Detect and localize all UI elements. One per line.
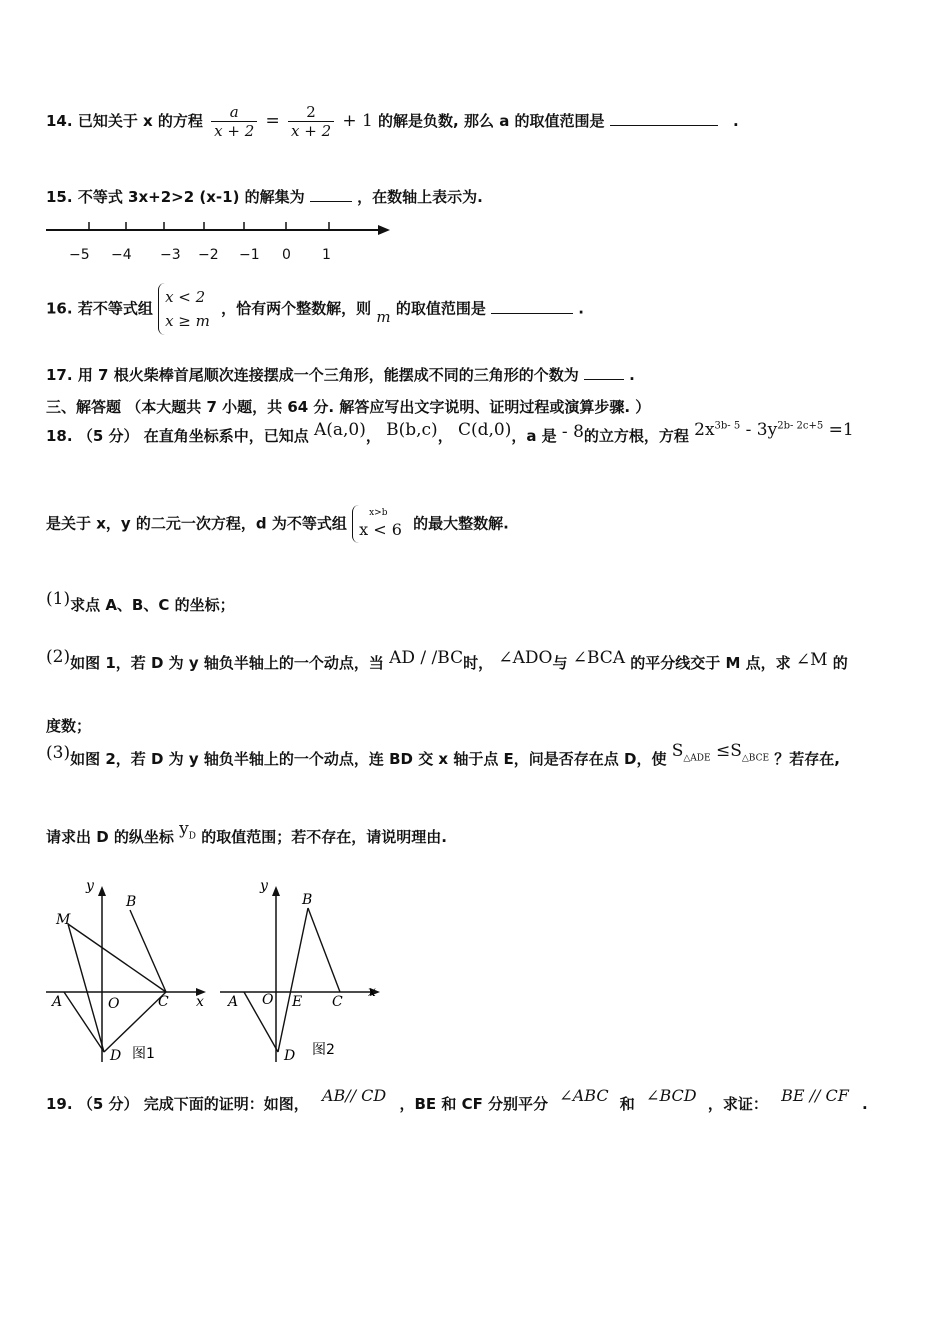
question-text: ，恰有两个整数解，则 <box>221 299 372 318</box>
label-x: x <box>196 994 204 1010</box>
angle-ado: ∠ADO <box>498 648 553 668</box>
comma: ， <box>365 427 381 445</box>
answer-blank[interactable] <box>584 365 624 380</box>
inequality-line: x>b <box>369 508 388 518</box>
area-inequality <box>671 741 770 764</box>
number-line-labels <box>0 247 950 267</box>
question-number: 17. <box>46 366 73 384</box>
question-number: 15. <box>46 188 73 206</box>
numerator: a <box>211 103 257 122</box>
label-x: x <box>368 984 376 1000</box>
part-3 <box>46 741 840 771</box>
label-d: D <box>284 1048 296 1064</box>
question-text: 是关于 x，y 的二元一次方程，d 为不等式组 <box>46 514 347 533</box>
angle-abc: ∠ABC <box>559 1086 609 1105</box>
question-text: 完成下面的证明：如图， <box>143 1095 309 1113</box>
question-text: 已知关于 x 的方程 <box>77 112 203 130</box>
parallel-expression: AD / /BC <box>389 648 464 668</box>
question-text: ，BE 和 CF 分别平分 <box>399 1095 549 1113</box>
label-a: A <box>228 994 239 1010</box>
point-c: C(d,0) <box>457 420 512 440</box>
inequality-system <box>352 505 408 543</box>
question-18 <box>46 420 854 446</box>
question-14 <box>46 103 739 140</box>
label-d: D <box>110 1048 122 1064</box>
tick-label: −3 <box>160 247 181 263</box>
equals-one: =1 <box>823 420 854 440</box>
inequality-line: x < 6 <box>359 520 402 539</box>
segment-db <box>278 908 308 1052</box>
arrow-up-icon <box>272 886 280 896</box>
le-s: ≤S <box>710 741 742 761</box>
question-number: 16. <box>46 299 73 318</box>
plus-one: + 1 <box>342 111 373 131</box>
arrow-right-icon <box>378 225 390 235</box>
point-a: A(a,0) <box>313 420 366 440</box>
angle-bca: ∠BCA <box>572 648 626 668</box>
tick-label: 0 <box>282 247 291 263</box>
question-18-line-2 <box>46 505 509 543</box>
binary-equation <box>694 420 854 440</box>
question-text: ，求证： <box>707 1095 768 1113</box>
label-b: B <box>126 894 137 910</box>
question-text: 与 <box>552 654 568 672</box>
label-y: y <box>86 878 94 894</box>
exponent: 2b- 2c+5 <box>777 420 824 432</box>
question-text: 不等式 3x+2>2 (x-1) 的解集为 <box>77 188 305 206</box>
inequality-line: x < 2 <box>165 288 206 306</box>
inequality-line: x ≥ m <box>165 312 210 330</box>
tick-label: −1 <box>239 247 260 263</box>
question-16 <box>46 283 584 335</box>
comma: ， <box>437 427 453 445</box>
segment-md <box>68 924 104 1052</box>
label-c: C <box>158 994 169 1010</box>
parallel-ab-cd: AB// CD <box>321 1086 387 1105</box>
question-text: ，a 是 <box>511 427 557 445</box>
question-text: 如图 1，若 D 为 y 轴负半轴上的一个动点，当 <box>70 654 384 672</box>
question-text: 若不等式组 <box>77 299 153 318</box>
part-label: (2) <box>46 647 71 667</box>
question-text: ，在数轴上表示为. <box>357 188 483 206</box>
angle-m: ∠M <box>795 650 828 670</box>
label-e: E <box>292 994 303 1010</box>
question-15 <box>46 186 483 207</box>
part-label: (1) <box>46 589 71 609</box>
question-number: 18. <box>46 427 73 445</box>
tick-label: −5 <box>69 247 90 263</box>
part-1 <box>46 589 235 615</box>
label-y: y <box>260 878 268 894</box>
label-a: A <box>52 994 63 1010</box>
question-text: 的取值范围是 <box>395 299 486 318</box>
area-subscript: △BCE <box>741 753 770 764</box>
part-2 <box>46 647 848 673</box>
tick-label: −2 <box>198 247 219 263</box>
fraction-a-over-x-plus-2 <box>211 103 257 140</box>
figure-2 <box>214 872 394 1072</box>
inequality-system <box>158 283 216 335</box>
exponent: 3b- 5 <box>714 420 741 432</box>
parallel-be-cf: BE // CF <box>781 1086 849 1105</box>
area-subscript: △ADE <box>683 753 711 764</box>
caption-figure-1: 图1 <box>132 1046 155 1062</box>
point-b: B(b,c) <box>386 420 438 440</box>
score: （5 分） <box>77 1095 139 1113</box>
period: . <box>578 299 584 318</box>
tick-label: 1 <box>322 247 331 263</box>
part-3-continued <box>46 819 447 849</box>
label-b: B <box>302 892 313 908</box>
period: . <box>629 366 635 384</box>
conjunction: 和 <box>619 1095 635 1113</box>
label-o: O <box>108 996 120 1012</box>
question-text: 的立方根，方程 <box>583 427 689 445</box>
number-line <box>44 218 394 242</box>
area-s: S <box>671 741 684 761</box>
denominator: x + 2 <box>214 122 255 140</box>
part-2-continued: 度数； <box>46 717 92 735</box>
question-text: 的平分线交于 M 点，求 <box>630 654 791 672</box>
label-m: M <box>56 912 71 928</box>
numerator: 2 <box>288 103 334 122</box>
question-text: 求点 A、B、C 的坐标； <box>70 596 235 614</box>
score: （5 分） <box>77 427 139 445</box>
term-3y: - 3y <box>740 420 778 440</box>
arrow-up-icon <box>98 886 106 896</box>
part-label: (3) <box>46 743 71 763</box>
section-heading: 三、解答题 （本大题共 7 小题，共 64 分. 解答应写出文字说明、证明过程或演算步骤. ） <box>46 398 651 416</box>
question-number: 19. <box>46 1095 73 1113</box>
label-o: O <box>262 992 274 1008</box>
question-text: 用 7 根火柴棒首尾顺次连接摆成一个三角形，能摆成不同的三角形的个数为 <box>77 366 579 384</box>
question-17 <box>46 364 635 385</box>
angle-bcd: ∠BCD <box>646 1086 697 1105</box>
negative-eight: - 8 <box>561 422 584 442</box>
label-c: C <box>332 994 343 1010</box>
answer-blank[interactable] <box>610 111 718 126</box>
equals-sign: = <box>265 111 280 131</box>
denominator: x + 2 <box>291 122 332 140</box>
y-d-symbol: y <box>179 819 189 839</box>
figure-1 <box>40 872 220 1072</box>
answer-blank[interactable] <box>491 299 573 314</box>
variable-m: m <box>376 307 391 326</box>
question-number: 14. <box>46 112 73 130</box>
question-text: 的 <box>832 654 848 672</box>
question-text: 的解是负数, 那么 a 的取值范围是 <box>378 112 605 130</box>
caption-figure-2: 图2 <box>312 1042 335 1058</box>
subscript: D <box>188 831 196 842</box>
question-text: 在直角坐标系中，已知点 <box>143 427 309 445</box>
answer-blank[interactable] <box>310 187 352 202</box>
question-text: ？若存在, <box>774 750 840 768</box>
question-text: 如图 2，若 D 为 y 轴负半轴上的一个动点，连 BD 交 x 轴于点 E，问是否存在点 D，使 <box>70 750 667 768</box>
question-text: 时， <box>463 654 494 672</box>
term-2x: 2x <box>694 420 715 440</box>
question-text: 的最大整数解. <box>413 514 509 533</box>
segment-ad <box>64 992 104 1052</box>
period: . <box>862 1095 868 1113</box>
tick-label: −4 <box>111 247 132 263</box>
segment-bc <box>308 908 340 992</box>
question-text: 的取值范围；若不存在，请说明理由. <box>201 828 447 846</box>
question-text: 请求出 D 的纵坐标 <box>46 828 174 846</box>
period: . <box>733 112 739 130</box>
fraction-2-over-x-plus-2 <box>288 103 334 140</box>
question-19 <box>46 1086 868 1114</box>
